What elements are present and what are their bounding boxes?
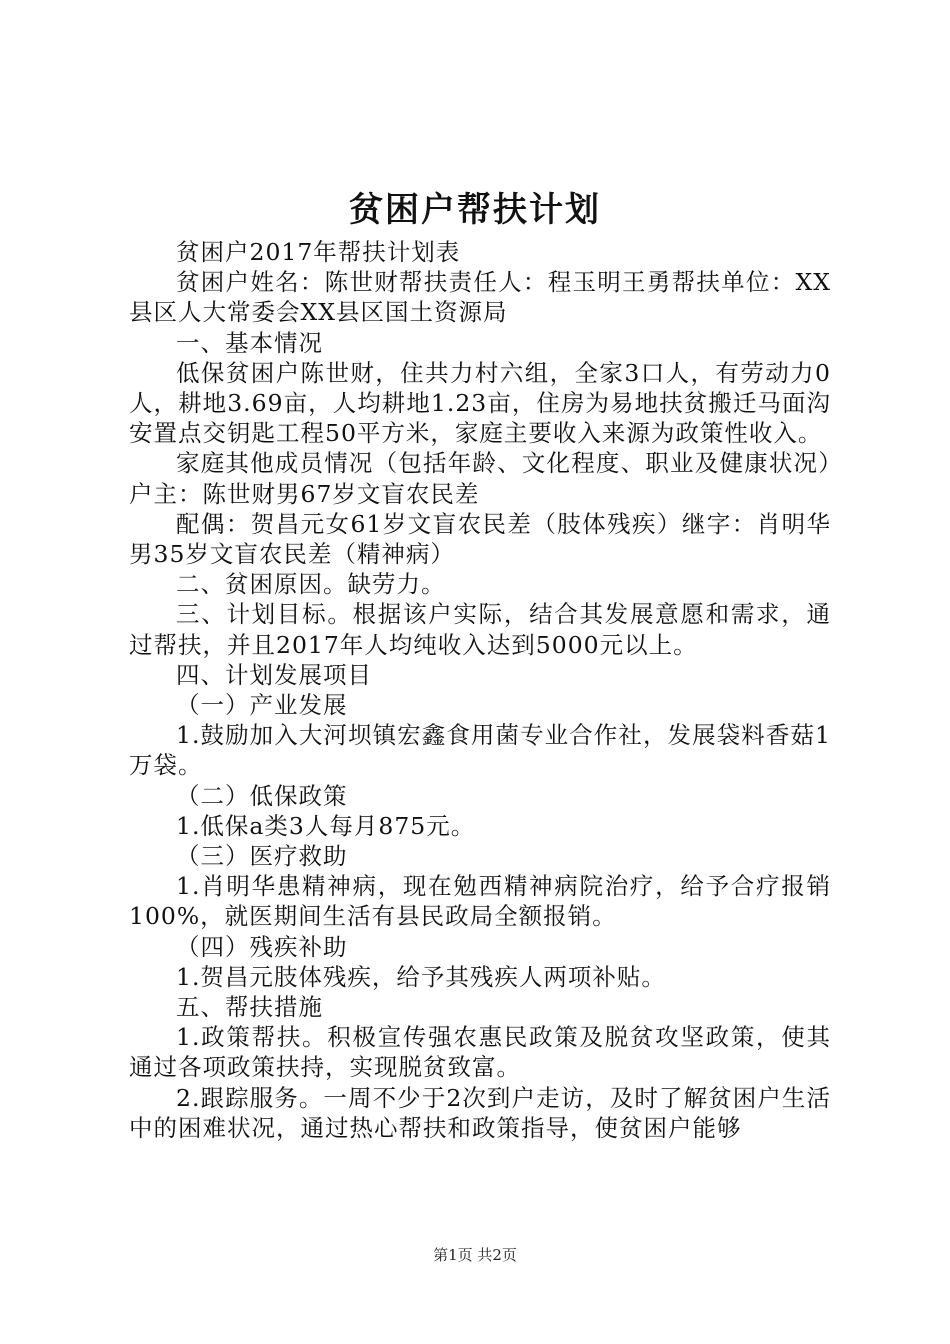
subsection-heading: （三）医疗救助 — [176, 842, 348, 871]
paragraph: 低保贫困户陈世财，住共力村六组，全家3口人，有劳动力0人，耕地3.69亩，人均耕地1.23亩，住房为易地扶贫搬迁马面沟安置点交钥匙工程50平方米，家庭主要收入来源为政策性收入。 — [129, 358, 831, 448]
document-title: 贫困户帮扶计划 — [349, 190, 601, 230]
paragraph: 1.肖明华患精神病，现在勉西精神病院治疗，给予合疗报销100%，就医期间生活有县民政局全额报销。 — [129, 872, 831, 931]
section-heading: 二、贫困原因。缺劳力。 — [176, 570, 446, 599]
subsection-heading: （四）残疾补助 — [176, 932, 348, 961]
section-heading: 一、基本情况 — [176, 328, 323, 357]
paragraph: 配偶：贺昌元女61岁文盲农民差（肢体残疾）继字：肖明华男35岁文盲农民差（精神病） — [129, 509, 831, 569]
paragraph: 贫困户2017年帮扶计划表 — [176, 238, 461, 266]
section-heading: 五、帮扶措施 — [176, 993, 323, 1022]
paragraph: 2.跟踪服务。一周不少于2次到户走访，及时了解贫困户生活中的困难状况，通过热心帮扶和政策指导，使贫困户能够 — [129, 1083, 831, 1142]
subsection-heading: （二）低保政策 — [176, 781, 348, 810]
subsection-heading: （一）产业发展 — [176, 691, 348, 720]
paragraph: 1.低保a类3人每月875元。 — [176, 811, 476, 840]
document-body — [129, 237, 831, 1143]
paragraph: 贫困户姓名：陈世财帮扶责任人：程玉明王勇帮扶单位：XX县区人大常委会XX县区国土资源局 — [129, 268, 831, 327]
section-heading: 三、计划目标。根据该户实际，结合其发展意愿和需求，通过帮扶，并且2017年人均纯收入达到5000元以上。 — [129, 600, 831, 659]
section-heading: 四、计划发展项目 — [176, 660, 372, 689]
paragraph: 家庭其他成员情况（包括年龄、文化程度、职业及健康状况）户主：陈世财男67岁文盲农民差 — [129, 449, 831, 508]
paragraph: 1.政策帮扶。积极宣传强农惠民政策及脱贫攻坚政策，使其通过各项政策扶持，实现脱贫致富。 — [129, 1023, 831, 1082]
page-footer: 第1页 共2页 — [433, 1246, 517, 1264]
paragraph: 1.贺昌元肢体残疾，给予其残疾人两项补贴。 — [176, 962, 666, 991]
paragraph: 1.鼓励加入大河坝镇宏鑫食用菌专业合作社，发展袋料香菇1万袋。 — [129, 721, 831, 780]
